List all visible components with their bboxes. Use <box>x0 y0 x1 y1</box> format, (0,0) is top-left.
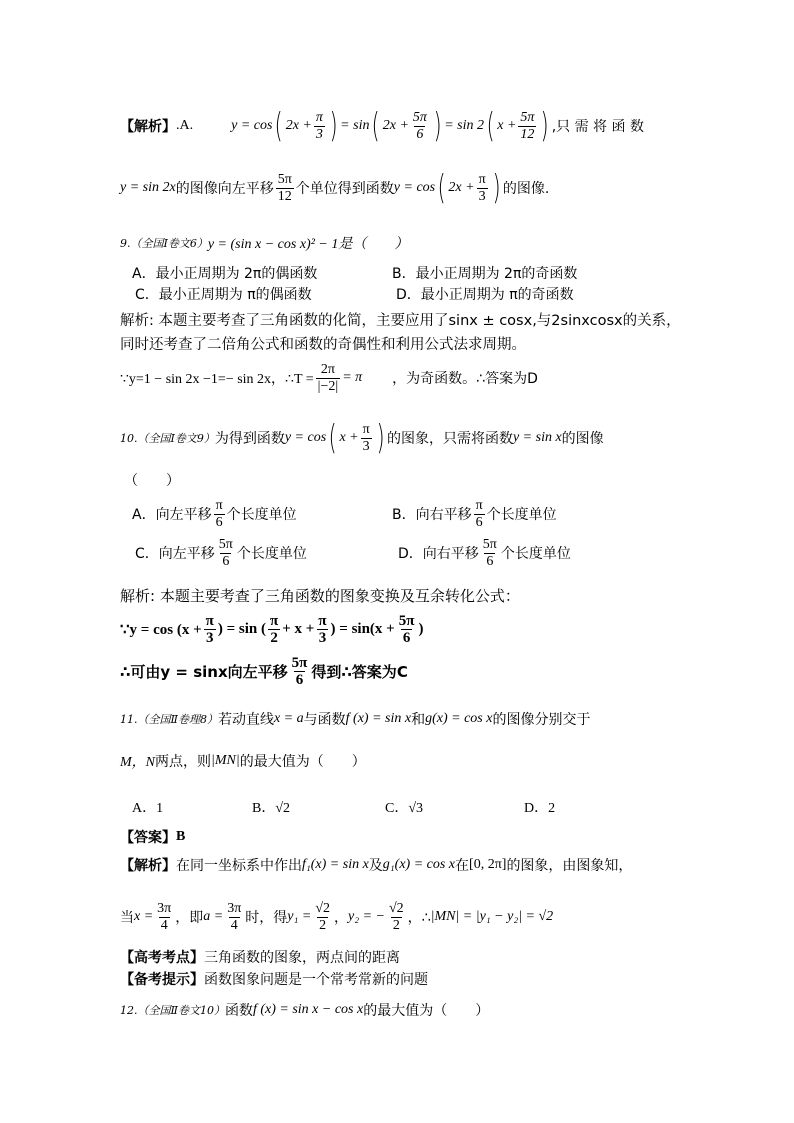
question-number: 9.（全国Ⅰ卷文6） <box>120 237 208 250</box>
fraction: $\frac{\pi}{6}$ <box>475 497 483 530</box>
exam-point-label: 【高考考点】 <box>120 950 204 966</box>
fraction: $\frac{\pi}{3}$ <box>478 171 486 204</box>
q10-solution-3: ∴可由y = sinx向左平移 $\frac{5\pi}{6}$ 得到∴答案为C <box>120 654 408 688</box>
analysis-label: 【解析】 <box>120 858 176 874</box>
q9-option-d: D．最小正周期为 π的奇函数 <box>396 287 574 303</box>
q10-option-a: A．向左平移 $\frac{\pi}{6}$ 个长度单位 <box>132 497 297 530</box>
q11-analysis-2: 当 x = $\frac{3\pi}{4}$ ，即 a = $\frac{3\pi}{4}$ 时，得 y₁ = $\frac{√2}{2}$ ， y₂ = − $\frac{√2}{2}$ ，∴ |MN| = |y₁ − y₂| = √2 <box>120 900 554 933</box>
q11-stem: 11.（全国Ⅱ卷理8） 若动直线 x = a 与函数 f (x) = sin x 和 g(x) = cos x 的图像分别交于 <box>120 711 591 728</box>
fraction: $\frac{5\pi}{12}$ <box>277 171 292 204</box>
fraction: $\frac{5\pi}{6}$ <box>291 654 308 688</box>
q10-solution-2: ∵y = cos (x + $\frac{\pi}{3}$ ) = sin ( $\frac{\pi}{2}$ + x + $\frac{\pi}{3}$ ) = sin(x + $\frac{5\pi}{6}$ ) <box>120 612 424 646</box>
fraction: $\frac{\pi}{2}$ <box>270 612 279 646</box>
q10-stem: 10.（全国Ⅰ卷文9） 为得到函数 y = cos ( x + $\frac{\pi}{3}$ ) 的图象，只需将函数 y = sin x 的图像 <box>120 418 604 458</box>
q9-solution-3: ∵y=1 − sin 2x −1=− sin 2x，∴T = $\frac{2\pi}{|-2|}$ = π ，为奇函数。∴答案为D <box>120 361 538 394</box>
fraction: $\frac{2\pi}{|-2|}$ <box>317 361 339 394</box>
q11-option-a: A．1 <box>132 801 164 816</box>
fraction: $\frac{3\pi}{4}$ <box>157 900 172 933</box>
fraction: $\frac{5\pi}{6}$ <box>482 536 497 569</box>
q9-solution-2: 同时还考查了二倍角公式和函数的奇偶性和利用公式法求周期。 <box>120 336 526 353</box>
q11-answer <box>120 826 185 848</box>
q10-option-d: D．向右平移 $\frac{5\pi}{6}$ 个长度单位 <box>398 536 571 569</box>
q11-option-d: D．2 <box>524 801 556 816</box>
fraction: $\frac{\pi}{3}$ <box>362 421 370 454</box>
fraction: $\frac{\pi}{3}$ <box>315 109 323 142</box>
q9-option-c: C．最小正周期为 π的偶函数 <box>135 287 312 303</box>
question-number: 10.（全国Ⅰ卷文9） <box>120 432 215 445</box>
fraction: $\frac{\pi}{6}$ <box>215 497 223 530</box>
fraction: $\frac{5\pi}{6}$ <box>412 109 427 142</box>
q10-option-c: C．向左平移 $\frac{5\pi}{6}$ 个长度单位 <box>135 536 307 569</box>
answer-label: 【答案】 <box>120 830 176 846</box>
analysis-label: 【解析】 <box>120 119 176 135</box>
q9-option-a: A．最小正周期为 2π的偶函数 <box>132 266 318 282</box>
answer-letter: .A. <box>176 118 194 133</box>
q10-bracket: （ ） <box>124 473 180 489</box>
fraction: $\frac{\pi}{3}$ <box>205 612 214 646</box>
intro-tail: ,只 需 将 函 数 <box>551 119 644 135</box>
fraction: $\frac{3\pi}{4}$ <box>227 900 242 933</box>
question-stem: y = (sin x − cos x)² − 1是（ ） <box>207 237 409 252</box>
prep-tip-label: 【备考提示】 <box>120 972 204 988</box>
q11-option-b: B．√2 <box>252 801 291 816</box>
q11-stem-2: M，N 两点，则 |MN| 的最大值为（ ） <box>120 753 366 770</box>
fraction: $\frac{5\pi}{6}$ <box>218 536 233 569</box>
question-number: 12.（全国Ⅱ卷文10） <box>120 1004 225 1017</box>
q9-option-b: B．最小正周期为 2π的奇函数 <box>392 266 578 282</box>
q12-stem: 12.（全国Ⅱ卷文10） 函数 f (x) = sin x − cos x 的最大值为（ ） <box>120 1002 490 1019</box>
question-number: 11.（全国Ⅱ卷理8） <box>120 713 218 726</box>
q11-exam-point: 【高考考点】 三角函数的图象，两点间的距离 <box>120 946 400 968</box>
fraction: $\frac{\pi}{3}$ <box>318 612 327 646</box>
q11-analysis: 【解析】 在同一坐标系中作出 f₁(x) = sin x 及 g₁(x) = cos x 在 [0, 2π] 的图象，由图象知， <box>120 857 633 874</box>
fraction: $\frac{5\pi}{12}$ <box>520 109 535 142</box>
q11-option-c: C．√3 <box>385 801 424 816</box>
formula-y-cos: y = cos <box>231 118 273 133</box>
q10-option-b: B．向右平移 $\frac{\pi}{6}$ 个长度单位 <box>392 497 557 530</box>
fraction: $\frac{5\pi}{6}$ <box>398 612 415 646</box>
q11-prep-tip: 【备考提示】 函数图象问题是一个常考常新的问题 <box>120 968 428 990</box>
fraction: $\frac{√2}{2}$ <box>388 900 404 933</box>
q10-solution-1: 解析: 本题主要考查了三角函数的图象变换及互余转化公式： <box>120 586 520 605</box>
fraction: $\frac{√2}{2}$ <box>315 900 330 933</box>
intro-line-2: y = sin 2x 的图像向左平移 $\frac{5\pi}{12}$ 个单位得到函数 y = cos ( 2x + $\frac{\pi}{3}$ ) 的图像. <box>120 168 550 208</box>
intro-line-1: 【解析】 .A. y = cos ( 2x + $\frac{\pi}{3}$ ) = sin ( 2x + $\frac{5\pi}{6}$ ) = sin 2 ( x + $\frac{5\pi}{12}$ ) ,只 需 将 函 数 <box>120 106 644 146</box>
q9-solution-1: 解析: 本题主要考查了三角函数的化简，主要应用了sinx ± cosx,与2sinxcosx的关系， <box>120 312 681 329</box>
answer-value: B <box>176 829 186 844</box>
q9-stem <box>120 232 408 254</box>
